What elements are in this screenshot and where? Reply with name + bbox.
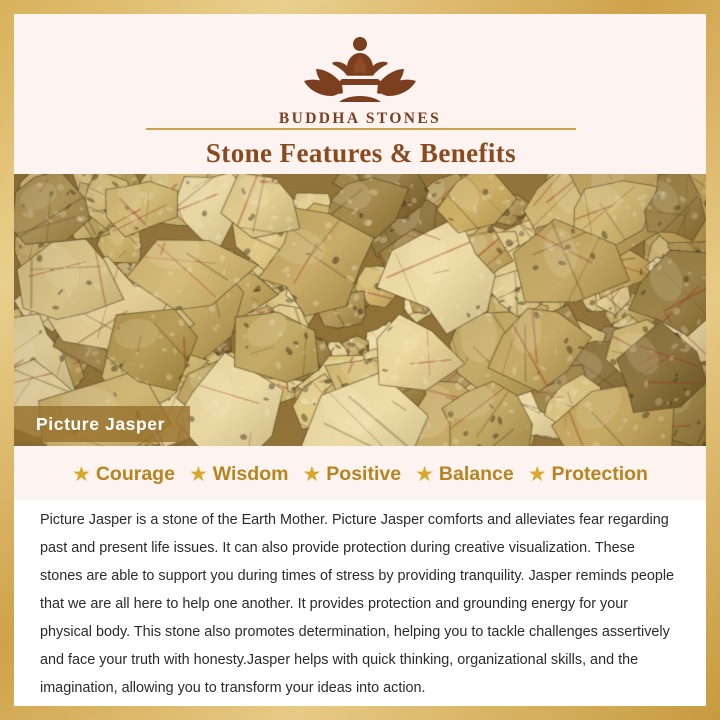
benefit-item [528,463,648,486]
brand-logo [14,30,706,128]
benefit-item [415,463,514,486]
stone-name-tag [14,406,190,442]
brand-name: BUDDHA STONES [278,110,442,127]
star-icon: ★ [527,462,547,486]
benefit-item [189,463,289,486]
stone-name: Picture Jasper [36,413,166,434]
description-text: Picture Jasper is a stone of the Earth Mother. Picture Jasper comforts and alleviates fear regarding past and present life issues. It can also provide protection during creative visualization. These stones are able to support you during times of stress by providing tranquility. Jasper reminds people that we are all here to help one another. It provides protection and grounding energy for your physical body. This stone also promotes determination, helping you to tackle challenges assertively and face your truth with honesty.Jasper helps with quick thinking, organizational skills, and the imagination, allowing you to transform your ideas into action. [40,512,675,696]
benefit-label: Protection [551,462,648,485]
benefits-row [14,446,706,502]
benefit-label: Balance [438,462,514,485]
benefit-item [72,463,175,486]
lotus-meditation-icon [285,30,435,108]
page-title: Stone Features & Benefits [205,137,517,168]
benefit-label: Positive [326,462,402,485]
benefit-item [302,463,401,486]
title-ribbon [146,128,576,178]
benefit-label: Wisdom [212,462,289,485]
description-section [14,500,706,706]
star-icon: ★ [72,462,91,486]
benefit-label: Courage [95,462,175,485]
star-icon: ★ [302,462,322,486]
star-icon: ★ [415,462,434,486]
star-icon: ★ [188,462,208,486]
